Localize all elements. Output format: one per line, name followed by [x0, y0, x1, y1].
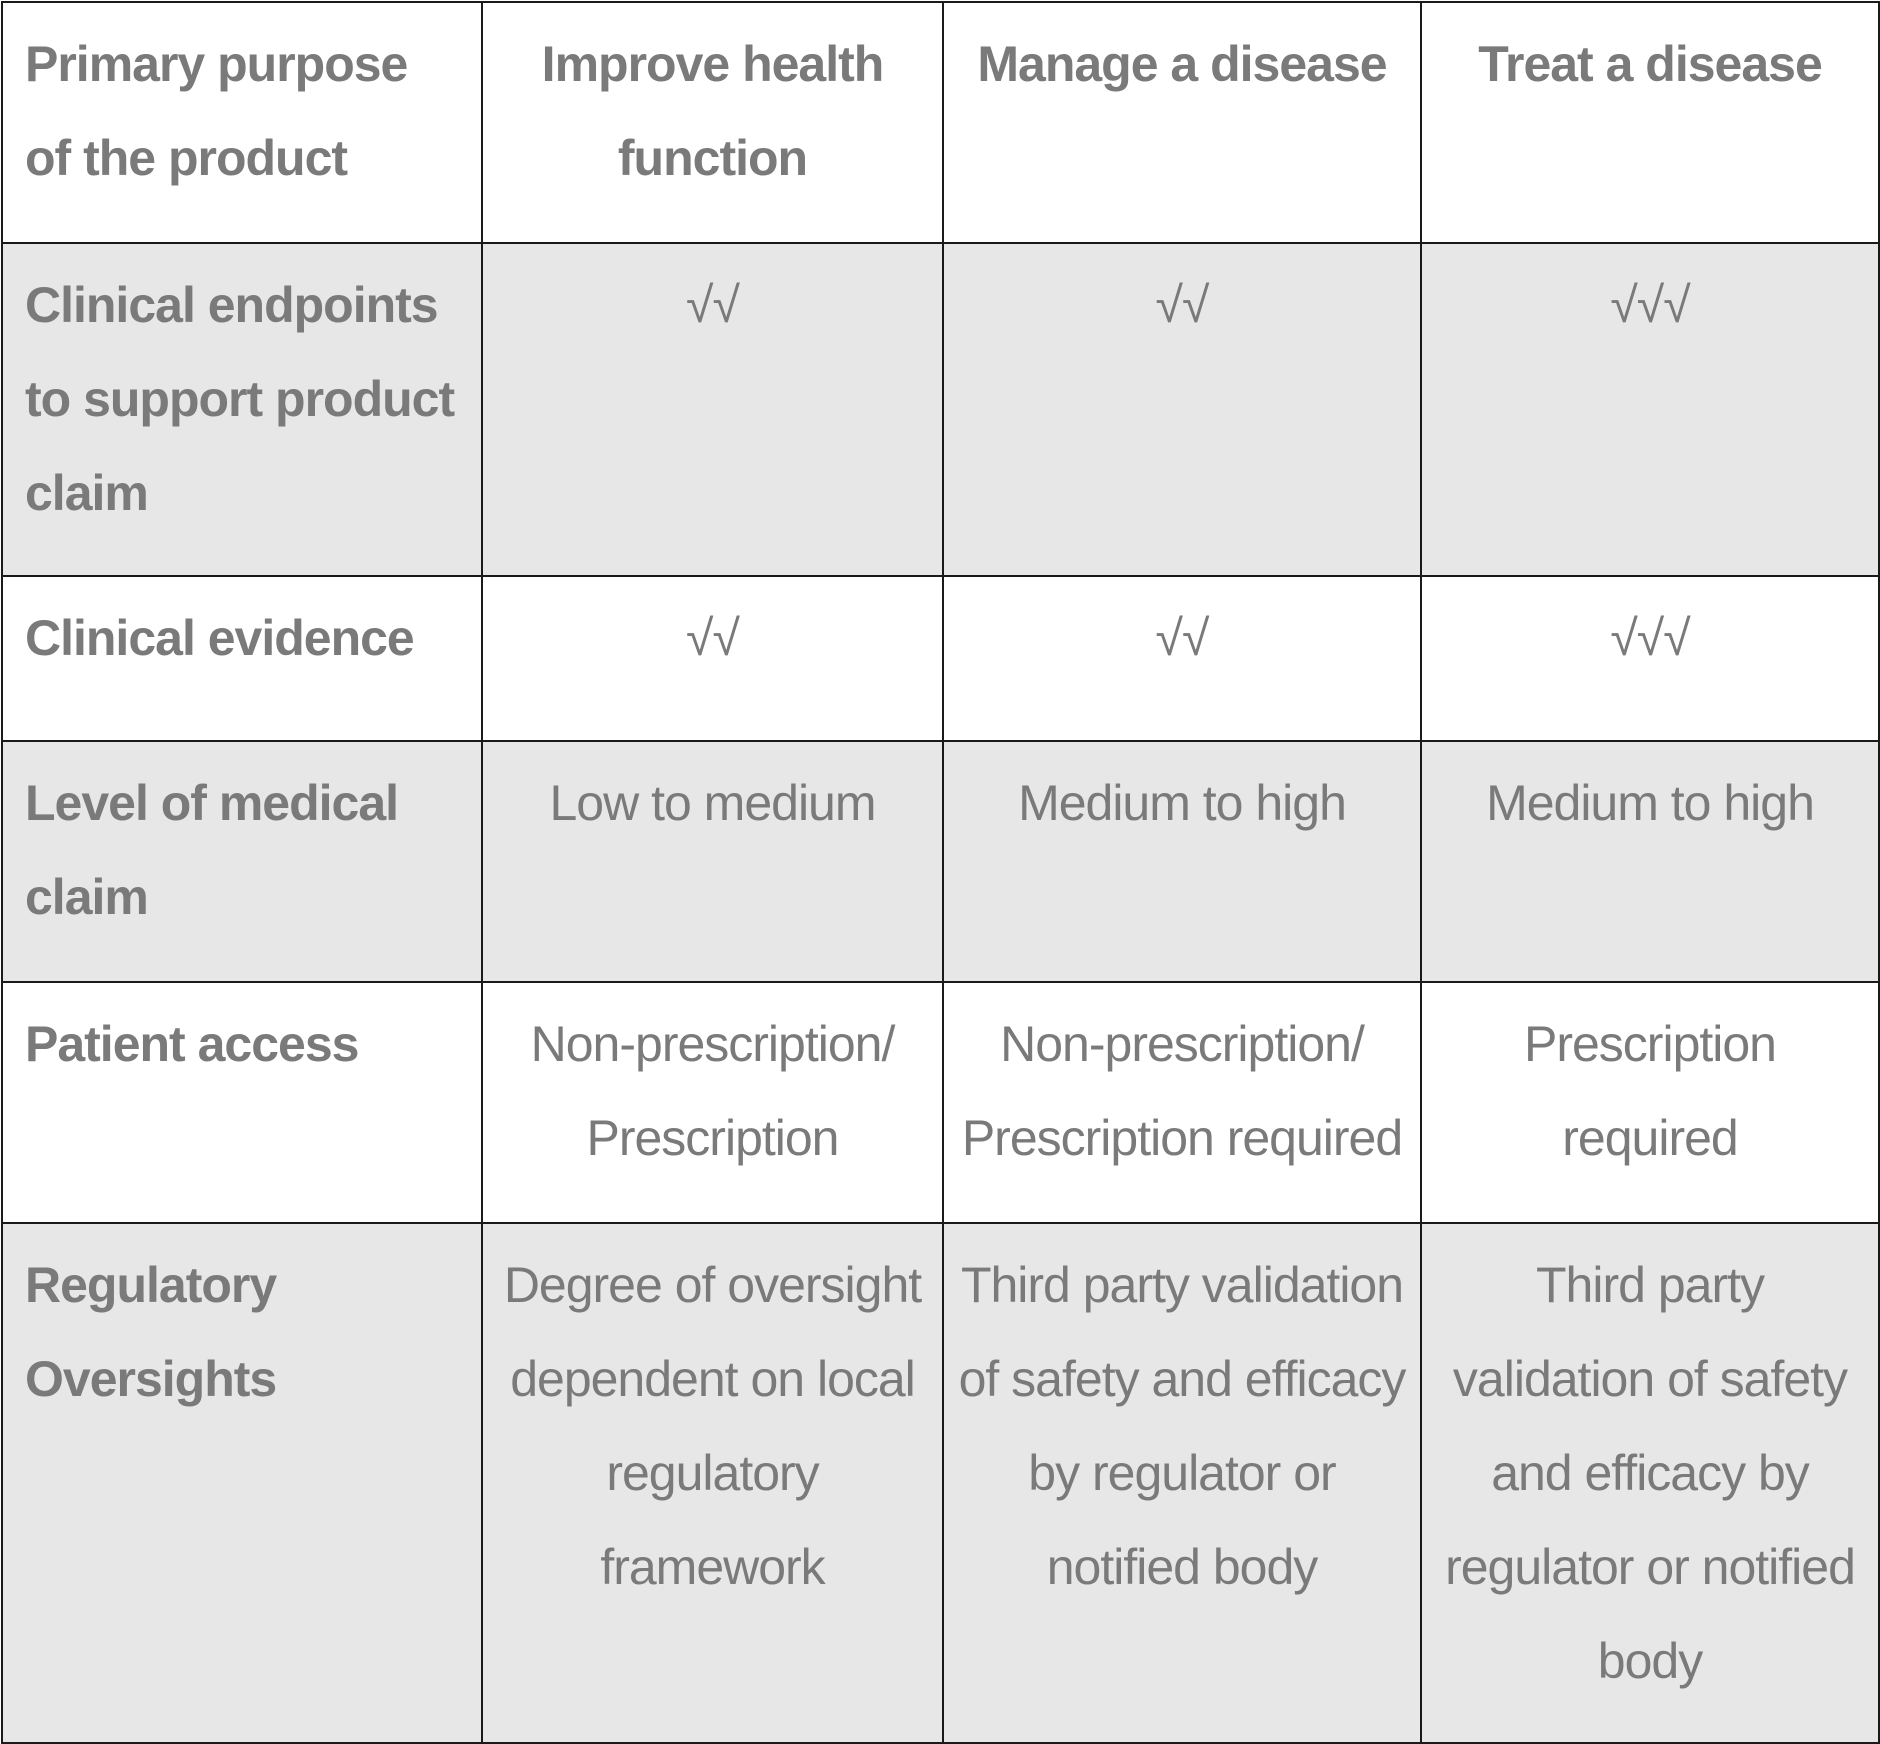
- comparison-table: [1, 1, 1880, 1744]
- cell-claim-level: Low to medium: [482, 741, 943, 982]
- row-label-regulatory-oversights: Regulatory Oversights: [2, 1223, 482, 1743]
- cell-patient-access: Non-prescription/ Prescription required: [943, 982, 1421, 1223]
- row-label-medical-claim: Level of medical claim: [2, 741, 482, 982]
- table-row: [2, 741, 1879, 982]
- column-header-improve-health: Improve health function: [482, 2, 943, 243]
- table-row: [2, 243, 1879, 576]
- header-row-label: Primary purpose of the product: [2, 2, 482, 243]
- cell-patient-access: Prescription required: [1421, 982, 1879, 1223]
- cell-regulatory-oversight: Third party validation of safety and efficacy by regulator or notified body: [943, 1223, 1421, 1743]
- cell-claim-level: Medium to high: [1421, 741, 1879, 982]
- cell-patient-access: Non-prescription/ Prescription: [482, 982, 943, 1223]
- row-label-clinical-endpoints: Clinical endpoints to support product claim: [2, 243, 482, 576]
- cell-regulatory-oversight: Degree of oversight dependent on local regulatory framework: [482, 1223, 943, 1743]
- cell-check-rating: √√: [482, 243, 943, 576]
- cell-check-rating: √√: [943, 243, 1421, 576]
- cell-claim-level: Medium to high: [943, 741, 1421, 982]
- table-row: [2, 982, 1879, 1223]
- table-row: [2, 1223, 1879, 1743]
- cell-check-rating: √√√: [1421, 576, 1879, 741]
- column-header-manage-disease: Manage a disease: [943, 2, 1421, 243]
- table-row: [2, 576, 1879, 741]
- row-label-patient-access: Patient access: [2, 982, 482, 1223]
- column-header-treat-disease: Treat a disease: [1421, 2, 1879, 243]
- cell-check-rating: √√: [482, 576, 943, 741]
- row-label-clinical-evidence: Clinical evidence: [2, 576, 482, 741]
- header-row: [2, 2, 1879, 243]
- cell-check-rating: √√: [943, 576, 1421, 741]
- cell-check-rating: √√√: [1421, 243, 1879, 576]
- cell-regulatory-oversight: Third party validation of safety and efficacy by regulator or notified body: [1421, 1223, 1879, 1743]
